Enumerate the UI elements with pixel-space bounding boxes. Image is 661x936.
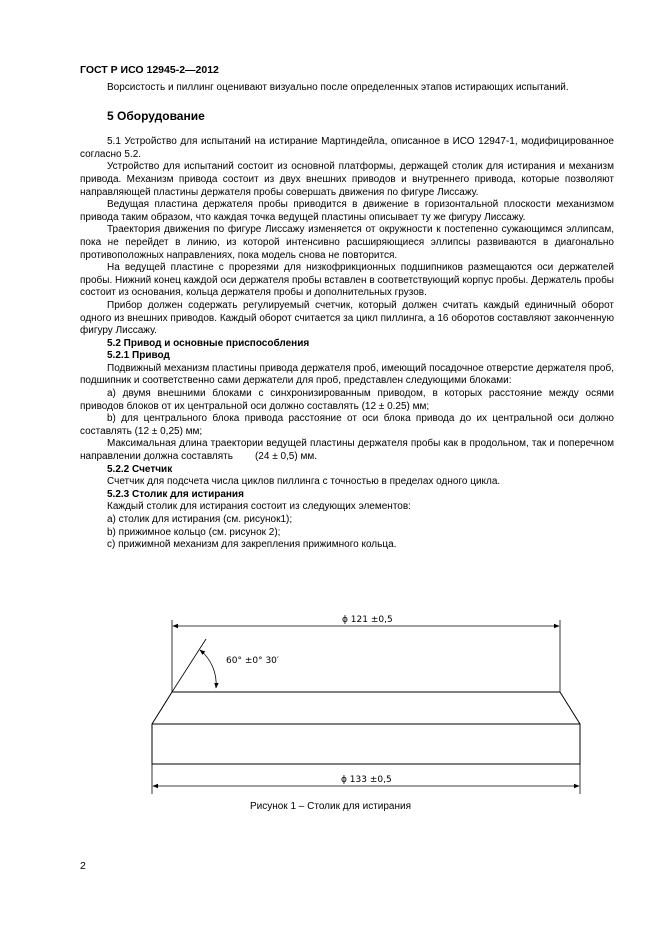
subheading-5-2-2: 5.2.2 Счетчик [107, 463, 173, 475]
table-outline [152, 692, 580, 764]
dimension-bottom-label: ϕ 133 ±0,5 [341, 775, 392, 785]
figure-drawing [148, 612, 588, 802]
paragraph-counter: Счетчик для подсчета числа циклов пиллинга с точностью в пределах одного цикла. [107, 476, 501, 488]
figure-abrasion-table [148, 612, 588, 802]
paragraph-5-1: 5.1 Устройство для испытаний на истирание Мартиндейла, описанное в ИСО 12947-1, модифицированное согласно 5.2. [80, 136, 614, 160]
intro-paragraph: Ворсистость и пиллинг оценивают визуально после определенных этапов истирающих испытаний. [107, 82, 569, 93]
paragraph-device: Устройство для испытаний состоит из основной платформы, держащей столик для истирания и механизм привода. Механизм привода состоит из двух внешних приводов и внутреннего привода, которые позволяют направляющей пластины держателя пробы совершать движения по фигуре Лиссажу. [80, 161, 614, 198]
subheading-5-2-3: 5.2.3 Столик для истирания [107, 488, 244, 500]
angle-label: 60° ±0° 30′ [226, 656, 279, 666]
list-item-a: a) двумя внешними блоками с синхронизированным приводом, в которых расстояние между осями приводов блоков от их центральной оси должно составлять (12 ± 0.25) мм; [80, 388, 614, 412]
list-item-table-c: c) прижимной механизм для закрепления прижимного кольца. [107, 539, 397, 551]
max-length-text: Максимальная длина траектории ведущей пластины держателя пробы как в продольном, так и поперечном направлении должна составлять [80, 438, 614, 463]
angle-arc [200, 650, 216, 688]
paragraph-counter-device: Прибор должен содержать регулируемый счетчик, который должен считать каждый единичный оборот одного из внешних приводов. Каждый оборот считается за цикл пиллинга, а 16 оборотов составляют законченную фигуру Лиссажу. [80, 299, 614, 337]
list-item-table-b: b) прижимное кольцо (см. рисунок 2); [107, 526, 281, 538]
dimension-top-label: ϕ 121 ±0,5 [342, 615, 393, 625]
page-number: 2 [80, 860, 86, 872]
paragraph-table-elements: Каждый столик для истирания состоит из следующих элементов: [107, 501, 411, 513]
paragraph-max-length [80, 438, 614, 463]
paragraph-drive-plate: Ведущая пластина держателя пробы приводится в движение в горизонтальной плоскости механизмом привода таким образом, что каждая точка ведущей пластины описывает ту же фигуру Лиссажу. [80, 199, 614, 223]
paragraph-lissajous: Траектория движения по фигуре Лиссажу изменяется от окружности к постепенно сужающимся эллипсам, пока не перейдет в линию, из которой интенсивно расширяющиеся эллипсы развиваются в диагонально противоположных направлениях, пока модель снова не повторится. [80, 224, 614, 261]
document-header: ГОСТ Р ИСО 12945-2—2012 [80, 64, 219, 76]
paragraph-mechanism: Подвижный механизм пластины привода держателя проб, имеющий посадочное отверстие держателя проб, подшипник и соответственно сами держатели для проб, представлен следующими блоками: [80, 362, 614, 387]
angle-leg [172, 639, 206, 692]
page-content [80, 82, 614, 552]
max-length-value: (24 ± 0,5) мм. [254, 451, 318, 463]
list-item-b: b) для центрального блока привода расстояние от оси блока привода до их центральной оси должно составлять (12 ± 0,25) мм; [80, 413, 614, 437]
subheading-5-2: 5.2 Привод и основные приспособления [107, 337, 310, 349]
figure-caption: Рисунок 1 – Столик для истирания [249, 801, 412, 812]
subheading-5-2-1: 5.2.1 Привод [107, 350, 170, 362]
list-item-table-a: a) столик для истирания (см. рисунок1); [107, 514, 293, 525]
paragraph-slots: На ведущей пластине с прорезями для низкофрикционных подшипников размещаются оси держателей пробы. Нижний конец каждой оси держателя пробы вставлен в соответствующий корпус пробы. Держатель пробы состоит из основания, кольца держателя пробы и дополнительных грузов. [80, 262, 614, 299]
section-title: 5 Оборудование [107, 108, 205, 123]
